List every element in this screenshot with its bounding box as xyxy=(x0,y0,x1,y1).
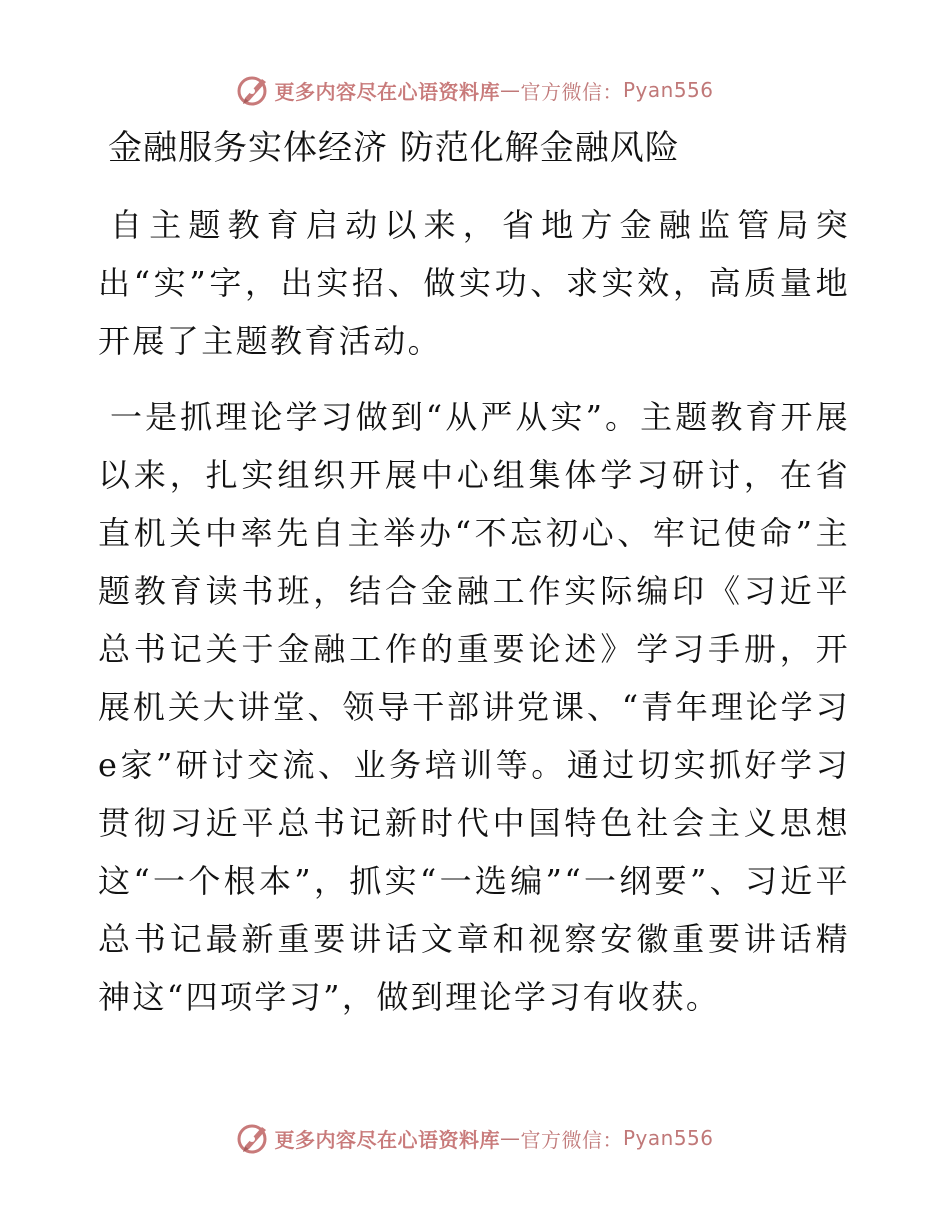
watermark-separator: — xyxy=(499,1126,521,1150)
document-body xyxy=(98,118,850,1026)
watermark-official: 官方微信： xyxy=(520,79,623,104)
pen-logo-icon xyxy=(236,73,270,107)
pen-logo-icon xyxy=(236,1121,270,1155)
watermark-brand: 更多内容尽在心语资料库 xyxy=(274,1127,500,1152)
watermark-header xyxy=(0,70,950,110)
paragraph-intro: 自主题教育启动以来，省地方金融监管局突出“实”字，出实招、做实功、求实效，高质量地开展了主题教育活动。 xyxy=(98,206,850,360)
watermark-account: Pyan556 xyxy=(622,1126,714,1150)
watermark-account: Pyan556 xyxy=(622,78,714,102)
paragraph-theory-study: 一是抓理论学习做到“从严从实”。主题教育开展以来，扎实组织开展中心组集体学习研讨，在省直机关中率先自主举办“不忘初心、牢记使命”主题教育读书班，结合金融工作实际编印《习近平总书记关于金融工作的重要论述》学习手册，开展机关大讲堂、领导干部讲党课、“青年理论学习e家”研讨交流、业务培训等。通过切实抓好学习贯彻习近平总书记新时代中国特色社会主义思想这“一个根本”，抓实“一选编”“一纲要”、习近平总书记最新重要讲话文章和视察安徽重要讲话精神这“四项学习”，做到理论学习有收获。 xyxy=(98,398,850,1016)
watermark-brand: 更多内容尽在心语资料库 xyxy=(274,79,500,104)
document-title: 金融服务实体经济 防范化解金融风险 xyxy=(108,128,680,168)
watermark-official: 官方微信： xyxy=(520,1127,623,1152)
watermark-separator: — xyxy=(499,78,521,102)
watermark-footer xyxy=(0,1118,950,1158)
